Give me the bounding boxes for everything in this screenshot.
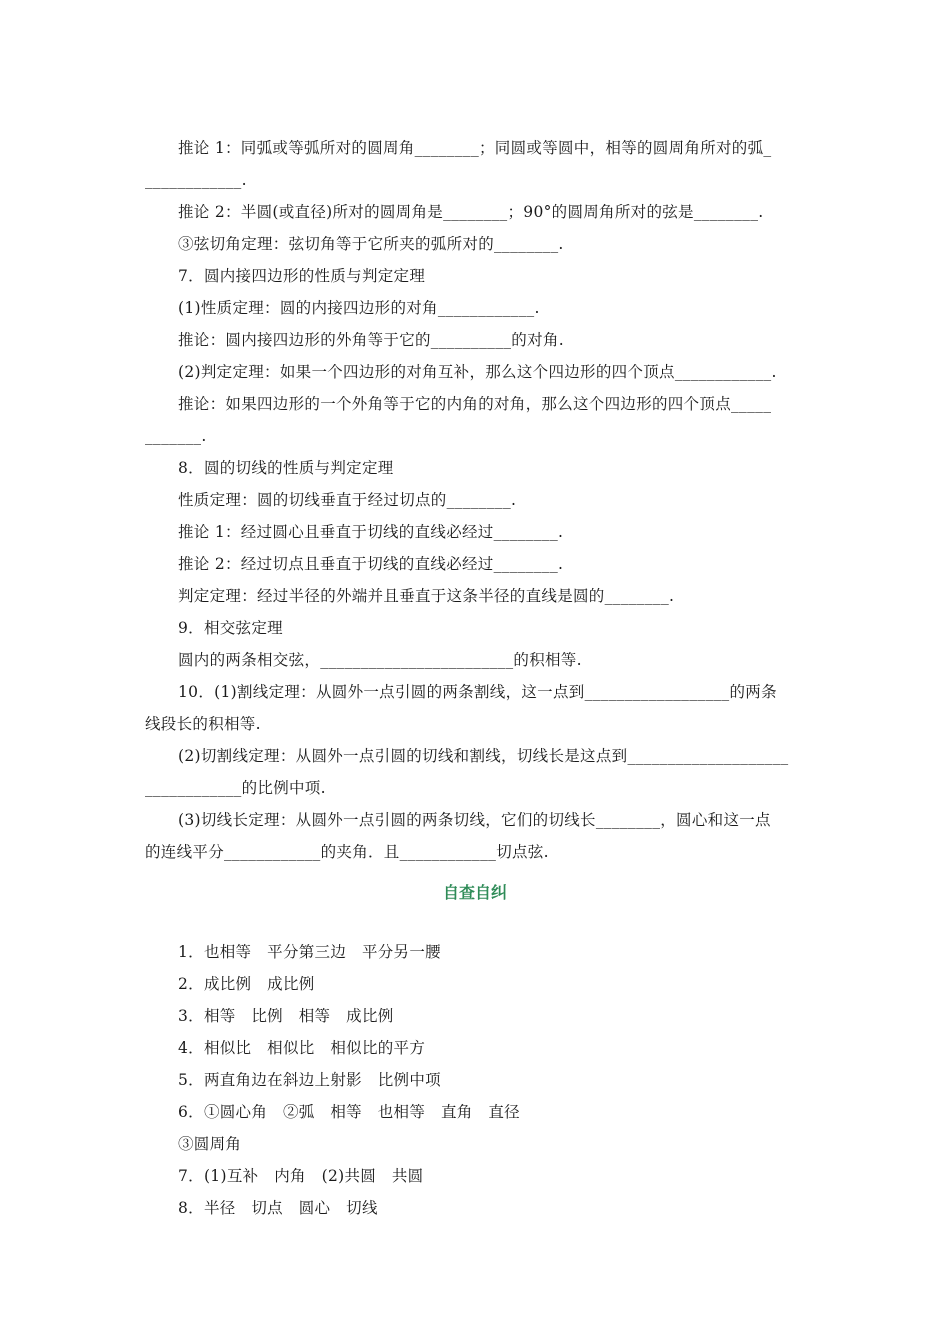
- answer-6-continuation: ③圆周角: [178, 1135, 242, 1153]
- answer-4: 4．相似比 相似比 相似比的平方: [178, 1039, 426, 1057]
- item-8-corollary-2-line: 推论 2：经过切点且垂直于切线的直线必经过________.: [178, 555, 564, 573]
- item-8-corollary-1-line: 推论 1：经过圆心且垂直于切线的直线必经过________.: [178, 523, 564, 541]
- answer-3: 3．相等 比例 相等 成比例: [178, 1007, 394, 1025]
- answer-7: 7．(1)互补 内角 (2)共圆 共圆: [178, 1167, 424, 1185]
- item-8-property-line: 性质定理：圆的切线垂直于经过切点的________.: [178, 491, 517, 509]
- item-7-corollary-line: 推论：圆内接四边形的外角等于它的__________的对角.: [178, 331, 564, 349]
- answer-1: 1．也相等 平分第三边 平分另一腰: [178, 943, 441, 961]
- tangent-chord-theorem-line: ③弦切角定理：弦切角等于它所夹的弧所对的________.: [178, 235, 564, 253]
- item-9-content-line: 圆内的两条相交弦，________________________的积相等.: [178, 651, 582, 669]
- item-7-corollary-2-line: 推论：如果四边形的一个外角等于它的内角的对角，那么这个四边形的四个顶点_____: [178, 395, 772, 413]
- corollary-2-line: 推论 2：半圆(或直径)所对的圆周角是________；90°的圆周角所对的弦是________.: [178, 203, 764, 221]
- item-10-secant-continuation: 线段长的积相等.: [145, 715, 261, 733]
- item-8-heading: 8．圆的切线的性质与判定定理: [178, 459, 394, 477]
- item-10-tangent-length-continuation: 的连线平分____________的夹角．且____________切点弦.: [145, 843, 549, 861]
- item-7-heading: 7．圆内接四边形的性质与判定定理: [178, 267, 426, 285]
- answer-8: 8．半径 切点 圆心 切线: [178, 1199, 378, 1217]
- item-10-tangent-secant-continuation: ____________的比例中项.: [145, 779, 326, 797]
- item-10-tangent-length-line: (3)切线长定理：从圆外一点引圆的两条切线，它们的切线长________，圆心和这一点: [178, 811, 771, 829]
- answer-5: 5．两直角边在斜边上射影 比例中项: [178, 1071, 441, 1089]
- corollary-1-continuation: ____________.: [145, 171, 247, 189]
- section-title: 自查自纠: [442, 883, 507, 902]
- item-7-property-line: (1)性质定理：圆的内接四边形的对角____________.: [178, 299, 540, 317]
- answer-2: 2．成比例 成比例: [178, 975, 315, 993]
- item-7-criterion-line: (2)判定定理：如果一个四边形的对角互补，那么这个四边形的四个顶点____________.: [178, 363, 777, 381]
- corollary-1-line: 推论 1：同弧或等弧所对的圆周角________；同圆或等圆中，相等的圆周角所对的弧_: [178, 139, 772, 157]
- item-9-heading: 9．相交弦定理: [178, 619, 283, 637]
- item-10-tangent-secant-line: (2)切割线定理：从圆外一点引圆的切线和割线，切线长是这点到____________________: [178, 747, 789, 765]
- item-10-secant-line: 10．(1)割线定理：从圆外一点引圆的两条割线，这一点到__________________的两条: [178, 683, 777, 701]
- answer-6: 6．①圆心角 ②弧 相等 也相等 直角 直径: [178, 1103, 520, 1121]
- item-8-criterion-line: 判定定理：经过半径的外端并且垂直于这条半径的直线是圆的________.: [178, 587, 675, 605]
- item-7-corollary-2-continuation: _______.: [145, 427, 207, 445]
